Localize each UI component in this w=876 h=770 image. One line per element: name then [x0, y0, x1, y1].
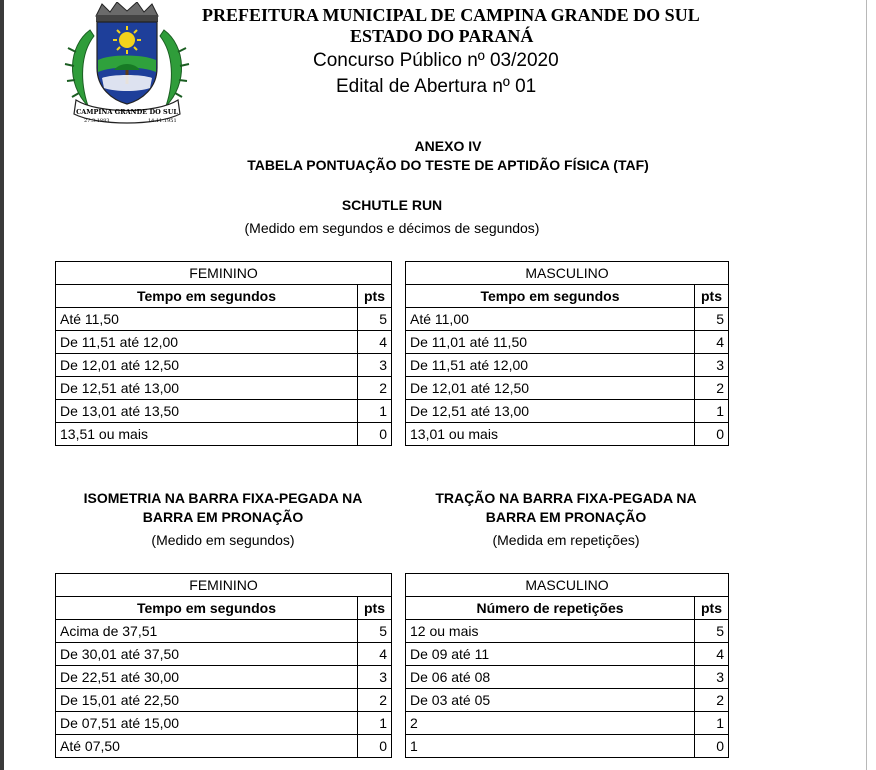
row-label: Acima de 37,51: [56, 620, 358, 643]
row-pts: 2: [695, 689, 729, 712]
row-pts: 0: [358, 735, 392, 758]
column-header-pts: pts: [358, 285, 392, 308]
row-label: De 06 até 08: [406, 666, 695, 689]
crest-date-left: 27.3.1883: [84, 118, 110, 124]
table-row: [406, 354, 729, 377]
table-row: [56, 689, 392, 712]
table-row: [406, 643, 729, 666]
row-pts: 3: [695, 666, 729, 689]
table-row: [406, 735, 729, 758]
row-label: Até 07,50: [56, 735, 358, 758]
column-header-time: Tempo em segundos: [56, 285, 358, 308]
tracao-title-line2: BARRA EM PRONAÇÃO: [485, 509, 647, 525]
header-prefeitura: PREFEITURA MUNICIPAL DE CAMPINA GRANDE DO SUL: [202, 5, 700, 25]
row-label: De 12,01 até 12,50: [406, 377, 695, 400]
tracao-title-line1: TRAÇÃO NA BARRA FIXA-PEGADA NA: [435, 490, 697, 506]
table-row: [56, 354, 392, 377]
row-pts: 5: [695, 620, 729, 643]
row-label: De 30,01 até 37,50: [56, 643, 358, 666]
row-label: De 12,51 até 13,00: [406, 400, 695, 423]
column-header-reps: Número de repetições: [406, 597, 695, 620]
isometria-feminino-table: [55, 573, 392, 758]
row-label: Até 11,50: [56, 308, 358, 331]
row-pts: 1: [358, 400, 392, 423]
table-row: [56, 423, 392, 446]
page-left-edge: [0, 0, 4, 770]
row-label: De 12,51 até 13,00: [56, 377, 358, 400]
header-estado: ESTADO DO PARANÁ: [350, 26, 534, 46]
shuttle-feminino-table: [55, 261, 392, 446]
annex-subtitle: TABELA PONTUAÇÃO DO TESTE DE APTIDÃO FÍSICA (TAF): [247, 157, 649, 173]
row-label: De 11,51 até 12,00: [56, 331, 358, 354]
row-pts: 4: [695, 643, 729, 666]
row-pts: 5: [695, 308, 729, 331]
row-pts: 2: [695, 377, 729, 400]
row-label: 2: [406, 712, 695, 735]
column-header-pts: pts: [695, 285, 729, 308]
row-pts: 5: [358, 620, 392, 643]
table-row: [56, 666, 392, 689]
table-row: [406, 666, 729, 689]
row-pts: 3: [358, 666, 392, 689]
table-row: [406, 377, 729, 400]
row-pts: 1: [695, 400, 729, 423]
row-pts: 3: [358, 354, 392, 377]
row-pts: 0: [695, 423, 729, 446]
table-row: [56, 377, 392, 400]
table-row: [406, 423, 729, 446]
table-row: [56, 400, 392, 423]
table-row: [406, 331, 729, 354]
page-right-edge: [866, 0, 867, 770]
row-label: 13,01 ou mais: [406, 423, 695, 446]
row-pts: 4: [358, 643, 392, 666]
row-pts: 4: [358, 331, 392, 354]
row-label: De 11,01 até 11,50: [406, 331, 695, 354]
table-row: [406, 400, 729, 423]
column-header-time: Tempo em segundos: [406, 285, 695, 308]
municipal-coat-of-arms-icon: [62, 2, 192, 130]
table-caption: MASCULINO: [406, 262, 729, 285]
row-label: De 13,01 até 13,50: [56, 400, 358, 423]
row-label: De 15,01 até 22,50: [56, 689, 358, 712]
row-pts: 2: [358, 689, 392, 712]
column-header-time: Tempo em segundos: [56, 597, 358, 620]
table-row: [56, 308, 392, 331]
table-row: [406, 620, 729, 643]
row-label: 13,51 ou mais: [56, 423, 358, 446]
row-label: De 09 até 11: [406, 643, 695, 666]
column-header-pts: pts: [695, 597, 729, 620]
header-concurso: Concurso Público nº 03/2020: [313, 50, 559, 71]
header-edital: Edital de Abertura nº 01: [336, 76, 537, 97]
row-pts: 5: [358, 308, 392, 331]
isometria-title-line2: BARRA EM PRONAÇÃO: [142, 509, 304, 525]
table-row: [56, 712, 392, 735]
table-row: [56, 331, 392, 354]
table-row: [56, 735, 392, 758]
row-label: De 11,51 até 12,00: [406, 354, 695, 377]
tracao-note: (Medida em repetições): [492, 532, 640, 548]
row-label: De 03 até 05: [406, 689, 695, 712]
row-pts: 1: [695, 712, 729, 735]
row-pts: 3: [695, 354, 729, 377]
row-pts: 2: [358, 377, 392, 400]
annex-title: ANEXO IV: [414, 138, 482, 154]
table-row: [56, 643, 392, 666]
shuttle-note: (Medido em segundos e décimos de segundos): [244, 220, 540, 236]
isometria-note: (Medido em segundos): [151, 532, 295, 548]
shuttle-masculino-table: [405, 261, 729, 446]
shuttle-title: SCHUTLE RUN: [341, 197, 443, 213]
table-caption: FEMININO: [56, 574, 392, 597]
row-label: Até 11,00: [406, 308, 695, 331]
isometria-title-line1: ISOMETRIA NA BARRA FIXA-PEGADA NA: [83, 490, 363, 506]
row-pts: 0: [695, 735, 729, 758]
crest-banner-text: CAMPINA GRANDE DO SUL: [76, 108, 178, 116]
table-row: [56, 620, 392, 643]
crest-date-right: 14.11.1951: [148, 118, 177, 124]
row-label: De 22,51 até 30,00: [56, 666, 358, 689]
column-header-pts: pts: [358, 597, 392, 620]
row-label: 12 ou mais: [406, 620, 695, 643]
table-row: [406, 689, 729, 712]
tracao-masculino-table: [405, 573, 729, 758]
row-pts: 4: [695, 331, 729, 354]
row-pts: 1: [358, 712, 392, 735]
table-row: [406, 308, 729, 331]
row-label: De 12,01 até 12,50: [56, 354, 358, 377]
row-label: 1: [406, 735, 695, 758]
table-row: [406, 712, 729, 735]
table-caption: MASCULINO: [406, 574, 729, 597]
row-label: De 07,51 até 15,00: [56, 712, 358, 735]
table-caption: FEMININO: [56, 262, 392, 285]
row-pts: 0: [358, 423, 392, 446]
